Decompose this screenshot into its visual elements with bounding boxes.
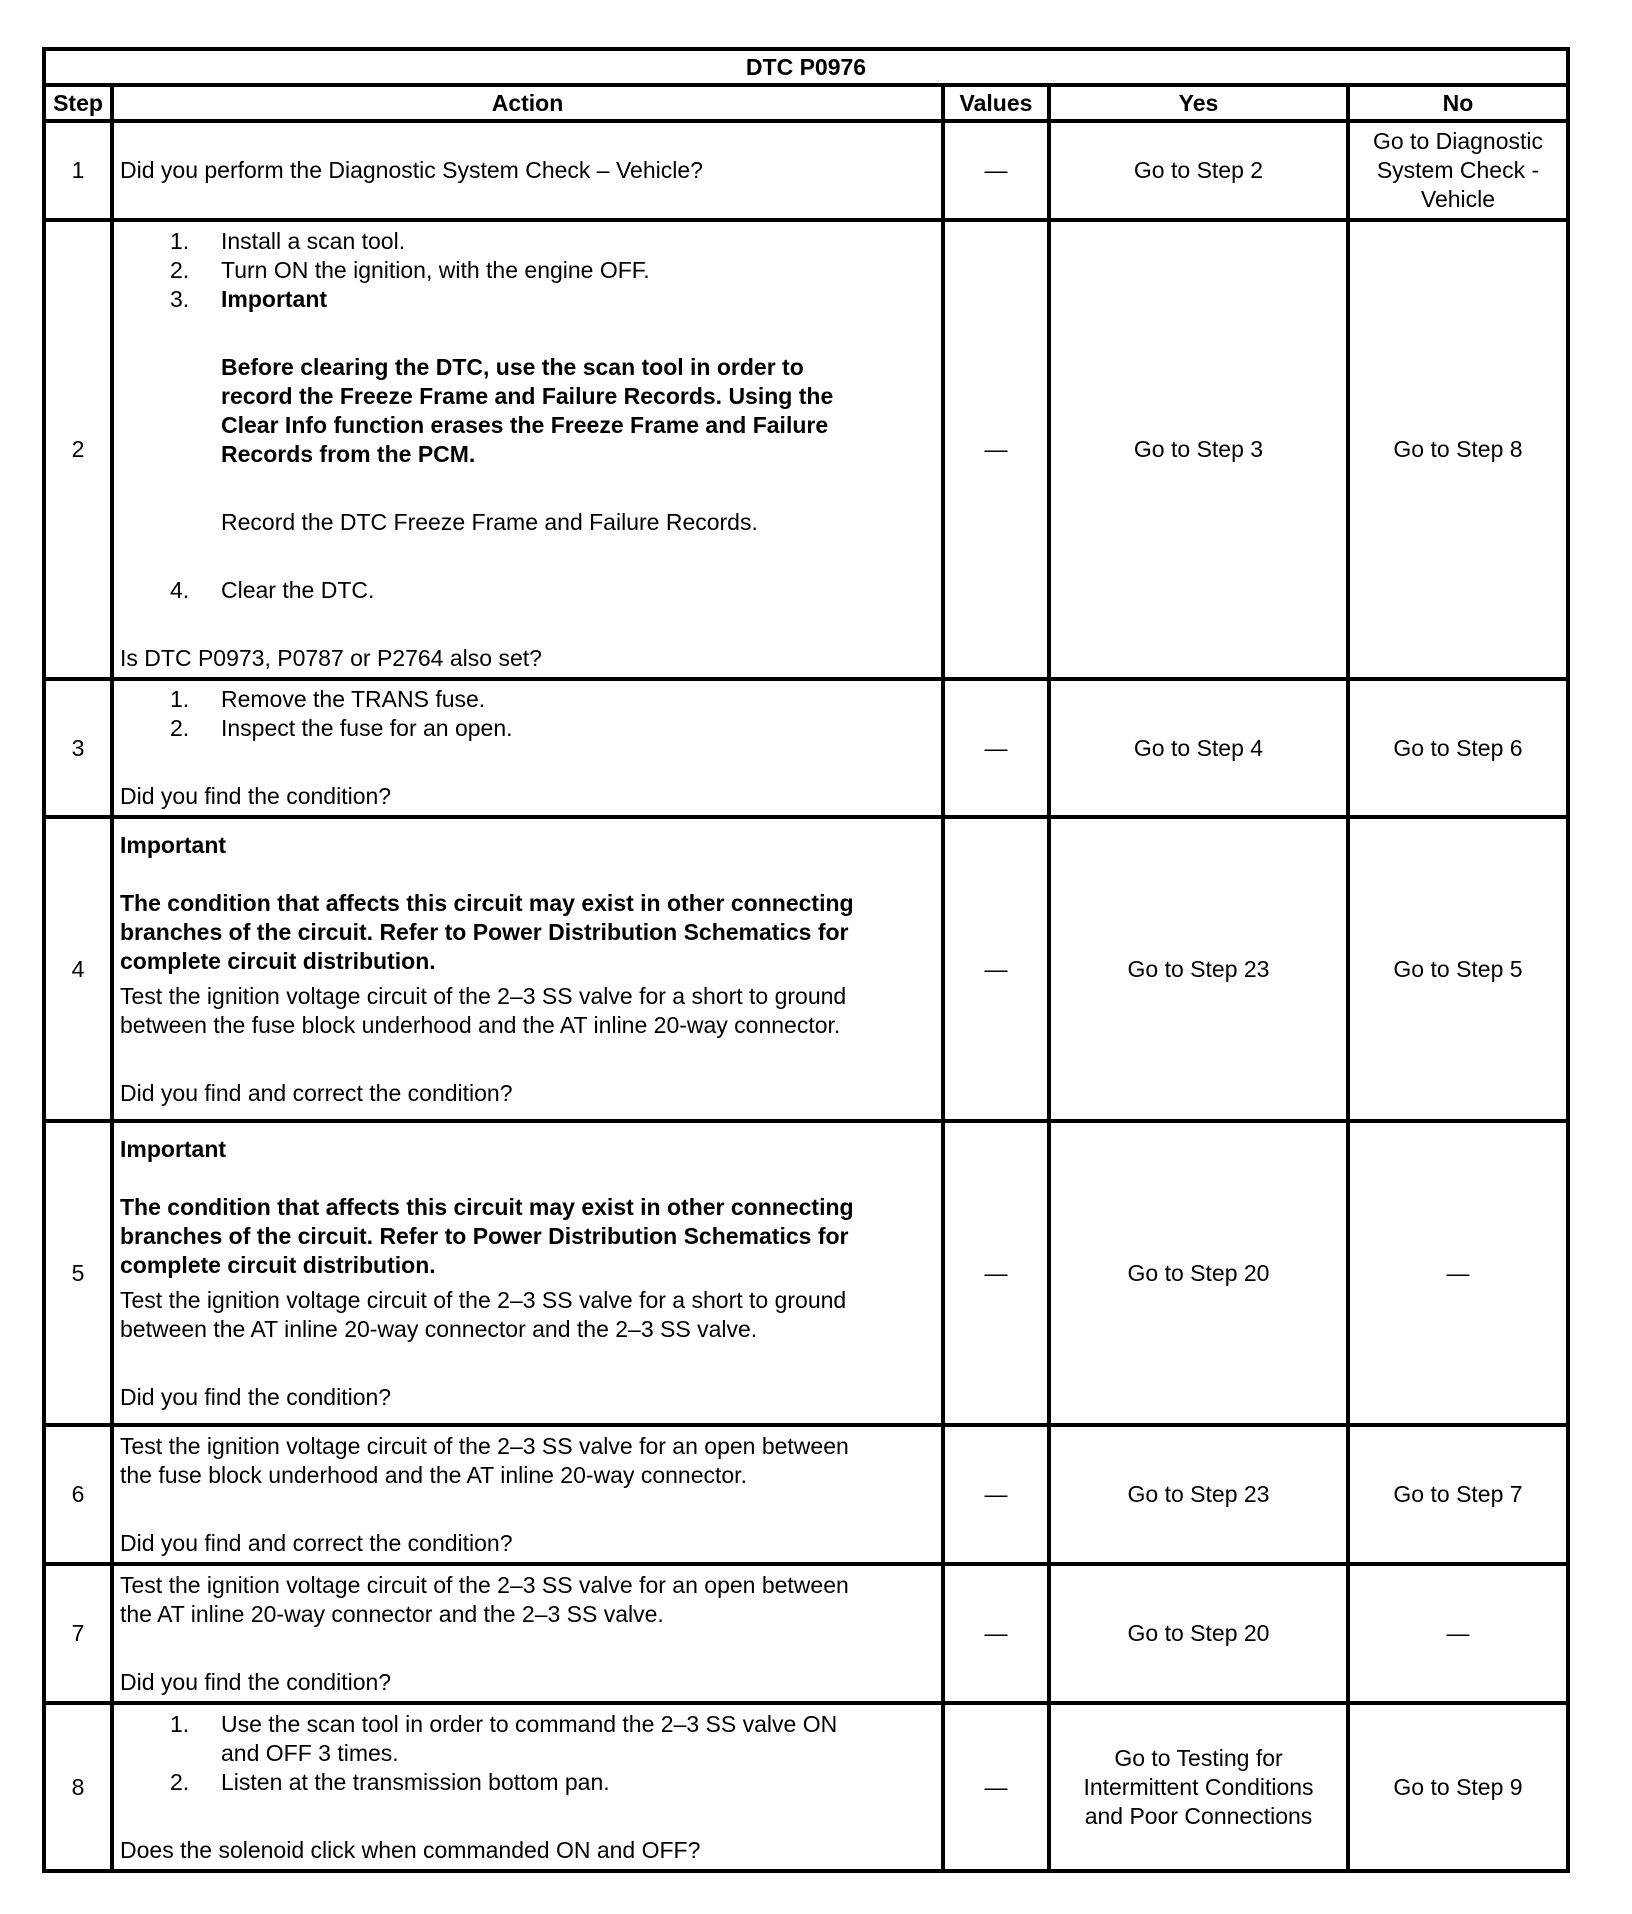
action-question: Did you find the condition? bbox=[120, 783, 392, 809]
action-cell bbox=[112, 817, 943, 1121]
list-item: 1. Install a scan tool. bbox=[170, 227, 406, 254]
table-row bbox=[44, 679, 1568, 817]
important-heading: Important bbox=[120, 831, 227, 858]
action-question: Did you perform the Diagnostic System Check – Vehicle? bbox=[120, 157, 703, 183]
action-question: Did you find and correct the condition? bbox=[120, 1529, 513, 1556]
step-number: 4 bbox=[44, 817, 112, 1121]
values-cell: — bbox=[943, 679, 1049, 817]
no-cell: Go to Step 6 bbox=[1348, 679, 1568, 817]
yes-cell: Go to Step 23 bbox=[1049, 1425, 1348, 1564]
yes-cell: Go to Step 3 bbox=[1049, 220, 1348, 679]
header-no: No bbox=[1348, 85, 1568, 121]
step-number: 5 bbox=[44, 1121, 112, 1425]
no-line: Vehicle bbox=[1420, 186, 1496, 212]
list-item: 4. Clear the DTC. bbox=[170, 576, 375, 603]
action-cell bbox=[112, 1121, 943, 1425]
yes-line: Go to Testing for bbox=[1114, 1744, 1283, 1771]
step-number: 1 bbox=[44, 121, 112, 220]
action-text: Test the ignition voltage circuit of the 2–3 SS valve for a short to ground between the AT inline 20-way connector and the 2–3 SS valve. bbox=[120, 1286, 847, 1342]
list-item: 2. Listen at the transmission bottom pan. bbox=[170, 1768, 610, 1795]
values-cell: — bbox=[943, 1425, 1049, 1564]
list-item: 1. Remove the TRANS fuse. bbox=[170, 686, 486, 712]
values-cell: — bbox=[943, 220, 1049, 679]
header-yes: Yes bbox=[1049, 85, 1348, 121]
table-row bbox=[44, 1121, 1568, 1425]
step-number: 3 bbox=[44, 679, 112, 817]
action-question: Did you find and correct the condition? bbox=[120, 1079, 513, 1106]
table-row bbox=[44, 1703, 1568, 1871]
yes-line: Intermittent Conditions bbox=[1083, 1773, 1314, 1800]
no-cell: Go to Step 5 bbox=[1348, 817, 1568, 1121]
step-number: 6 bbox=[44, 1425, 112, 1564]
action-cell bbox=[112, 121, 943, 220]
action-question: Did you find the condition? bbox=[120, 1668, 392, 1695]
step-number: 2 bbox=[44, 220, 112, 679]
action-cell bbox=[112, 220, 943, 679]
action-text: Test the ignition voltage circuit of the 2–3 SS valve for an open between the fuse block underhood and the AT inline 20-way connector. bbox=[120, 1432, 849, 1488]
no-cell: Go to Step 8 bbox=[1348, 220, 1568, 679]
no-line: Go to Diagnostic bbox=[1372, 128, 1544, 154]
list-item: 1. Use the scan tool in order to command the 2–3 SS valve ON and OFF 3 times. bbox=[170, 1710, 838, 1766]
action-cell bbox=[112, 1425, 943, 1564]
no-line: System Check - bbox=[1376, 157, 1540, 183]
yes-cell: Go to Step 2 bbox=[1049, 121, 1348, 220]
important-note: The condition that affects this circuit may exist in other connecting branches of the circuit. Refer to Power Distribution Schematics for complete circuit distribution. bbox=[120, 1193, 854, 1278]
values-cell: — bbox=[943, 1564, 1049, 1703]
no-cell: — bbox=[1348, 1564, 1568, 1703]
table-row bbox=[44, 220, 1568, 679]
action-cell bbox=[112, 679, 943, 817]
yes-cell: Go to Step 23 bbox=[1049, 817, 1348, 1121]
values-cell: — bbox=[943, 1703, 1049, 1871]
list-item: 3. Important bbox=[170, 285, 328, 312]
important-heading: Important bbox=[120, 1135, 227, 1162]
important-note: Before clearing the DTC, use the scan tool in order to record the Freeze Frame and Failure Records. Using the Clear Info function erases the Freeze Frame and Failure Records from the PCM. bbox=[221, 353, 834, 467]
table-row bbox=[44, 1564, 1568, 1703]
record-note: Record the DTC Freeze Frame and Failure Records. bbox=[221, 508, 758, 535]
action-question: Does the solenoid click when commanded ON and OFF? bbox=[120, 1836, 701, 1863]
table-row bbox=[44, 817, 1568, 1121]
table-row bbox=[44, 1425, 1568, 1564]
step-number: 7 bbox=[44, 1564, 112, 1703]
action-text: Test the ignition voltage circuit of the 2–3 SS valve for an open between the AT inline 20-way connector and the 2–3 SS valve. bbox=[120, 1571, 849, 1627]
yes-cell bbox=[1049, 1703, 1348, 1871]
header-values: Values bbox=[943, 85, 1049, 121]
no-cell: Go to Step 7 bbox=[1348, 1425, 1568, 1564]
no-cell: Go to Step 9 bbox=[1348, 1703, 1568, 1871]
dtc-table bbox=[42, 47, 1570, 1873]
header-action: Action bbox=[112, 85, 943, 121]
action-question: Did you find the condition? bbox=[120, 1383, 392, 1410]
action-text: Test the ignition voltage circuit of the 2–3 SS valve for a short to ground between the fuse block underhood and the AT inline 20-way connector. bbox=[120, 982, 847, 1038]
no-cell bbox=[1348, 121, 1568, 220]
list-item: 2. Turn ON the ignition, with the engine OFF. bbox=[170, 256, 650, 283]
yes-cell: Go to Step 4 bbox=[1049, 679, 1348, 817]
list-item: 2. Inspect the fuse for an open. bbox=[170, 715, 513, 741]
action-cell bbox=[112, 1564, 943, 1703]
action-question: Is DTC P0973, P0787 or P2764 also set? bbox=[120, 644, 542, 671]
no-cell: — bbox=[1348, 1121, 1568, 1425]
yes-cell: Go to Step 20 bbox=[1049, 1121, 1348, 1425]
table-title: DTC P0976 bbox=[44, 49, 1568, 85]
step-number: 8 bbox=[44, 1703, 112, 1871]
action-cell bbox=[112, 1703, 943, 1871]
values-cell: — bbox=[943, 817, 1049, 1121]
values-cell: — bbox=[943, 121, 1049, 220]
yes-line: and Poor Connections bbox=[1084, 1802, 1313, 1829]
table-row bbox=[44, 121, 1568, 220]
yes-cell: Go to Step 20 bbox=[1049, 1564, 1348, 1703]
values-cell: — bbox=[943, 1121, 1049, 1425]
important-note: The condition that affects this circuit may exist in other connecting branches of the circuit. Refer to Power Distribution Schematics for complete circuit distribution. bbox=[120, 889, 854, 974]
header-step: Step bbox=[44, 85, 112, 121]
